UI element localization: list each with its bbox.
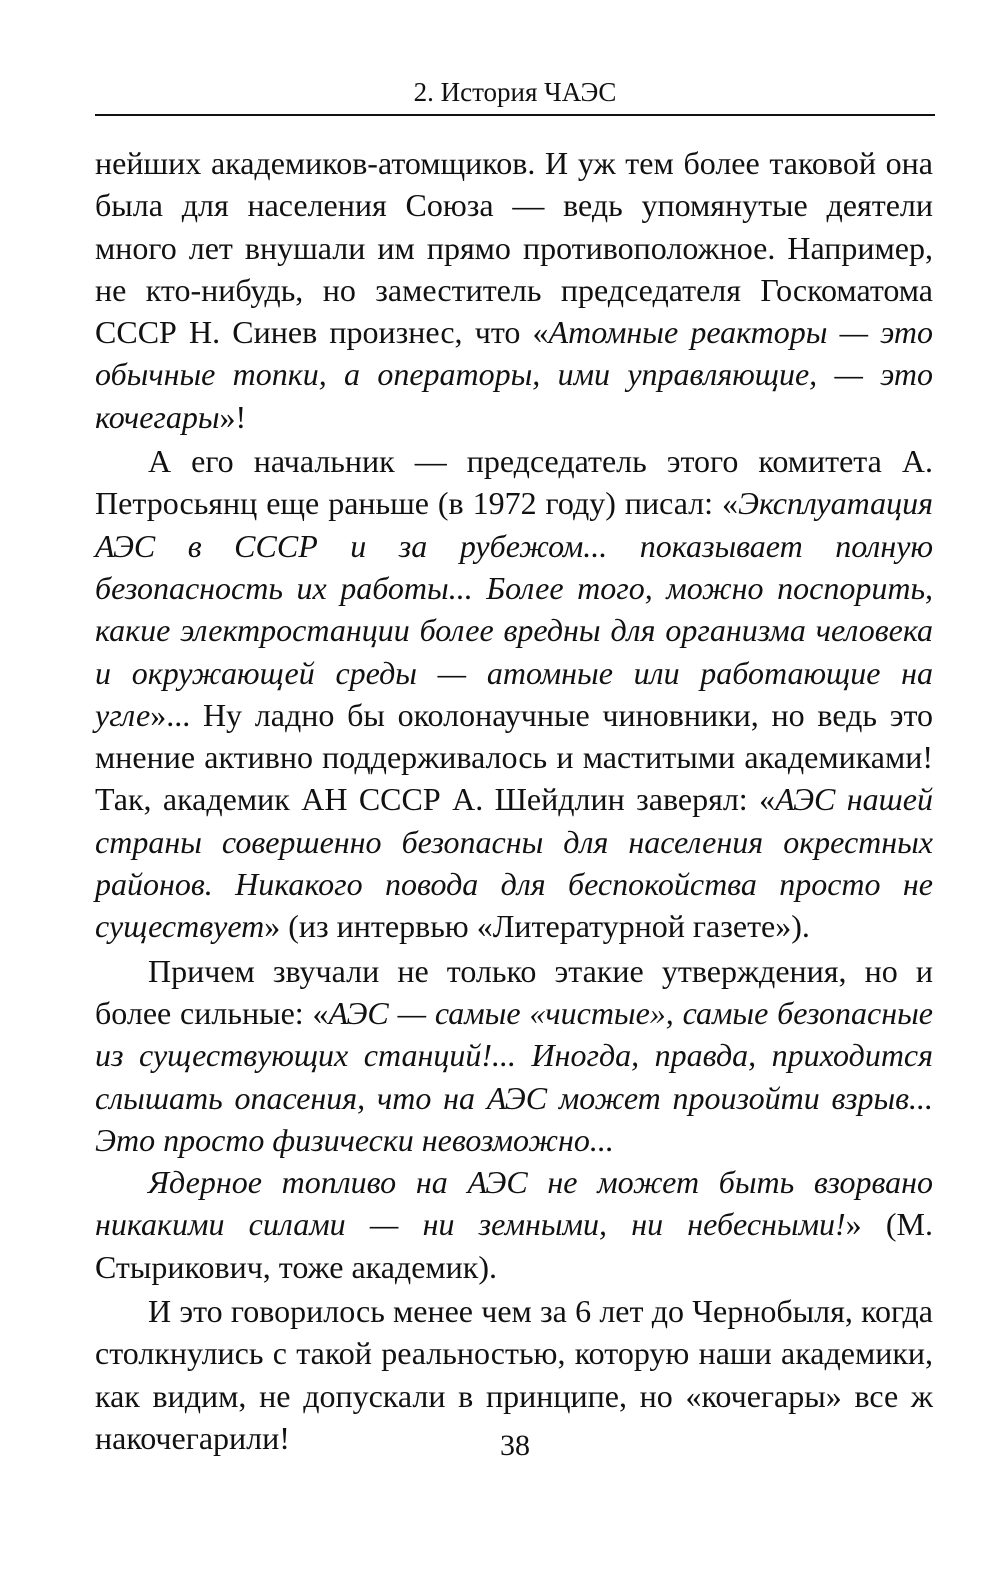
paragraph-1-text-2: »! xyxy=(219,398,247,435)
paragraph-5-text-1: И это говорилось менее чем за 6 лет до Чернобыля, когда столкнулись с такой реальностью, которую наши академики, как видим, не допускали в принципе, но «кочегары» все ж накочегарили! xyxy=(95,1293,933,1456)
quote-clean-aes: АЭС — самые «чистые», самые безопасные из существующих станций!... Иногда, правда, приходится слышать опасения, что на АЭС может произойти взрыв... Это просто физически невозможно... xyxy=(95,994,934,1158)
paragraph-2 xyxy=(95,440,933,948)
paragraph-1 xyxy=(95,142,933,438)
running-header: 2. История ЧАЭС xyxy=(413,77,617,107)
quote-sinev: Атомные реакторы — это обычные топки, а операторы, ими управляющие, — это кочегары xyxy=(95,314,934,435)
paragraph-2-text-2: »... Ну ладно бы околонаучные чиновники, но ведь это мнение активно поддерживалось и маститыми академиками! Так, академик АН СССР А. Шейдлин заверял: « xyxy=(95,696,933,818)
paragraph-2-text-1: А его начальник — председатель этого комитета А. Петросьянц еще раньше (в 1972 году) писал: « xyxy=(95,443,933,522)
paragraph-3 xyxy=(95,950,933,1161)
page-number: 38 xyxy=(500,1429,530,1462)
quote-petrosyants: Эксплуатация АЭС в СССР и за рубежом... показывает полную безопасность их работы... Более того, можно поспорить, какие электростанции более вредны для организма человека и окружающей среды — атомные или работающие на угле xyxy=(95,485,933,733)
paragraph-3-text-1: Причем звучали не только этакие утверждения, но и более сильные: « xyxy=(95,952,933,1031)
paragraph-1-text-1: нейших академиков-атомщиков. И уж тем более таковой она была для населения Союза — ведь упомянутые деятели много лет внушали им прямо противоположное. Например, не кто-нибудь, но заместитель председателя Госкоматома СССР Н. Синев произнес, что « xyxy=(95,145,933,351)
paragraph-4 xyxy=(95,1161,933,1288)
quote-styrikovich: Ядерное топливо на АЭС не может быть взорвано никакими силами — ни земными, ни небесными! xyxy=(95,1164,933,1243)
paragraph-2-text-3: » (из интервью «Литературной газете»). xyxy=(264,908,810,945)
quote-sheidlin: АЭС нашей страны совершенно безопасны для населения окрестных районов. Никакого повода для беспокойства просто не существует xyxy=(95,781,934,945)
body-text xyxy=(95,142,933,1459)
header-divider xyxy=(95,114,935,116)
paragraph-4-text-1: » (М. Стырикович, тоже академик). xyxy=(95,1206,933,1285)
